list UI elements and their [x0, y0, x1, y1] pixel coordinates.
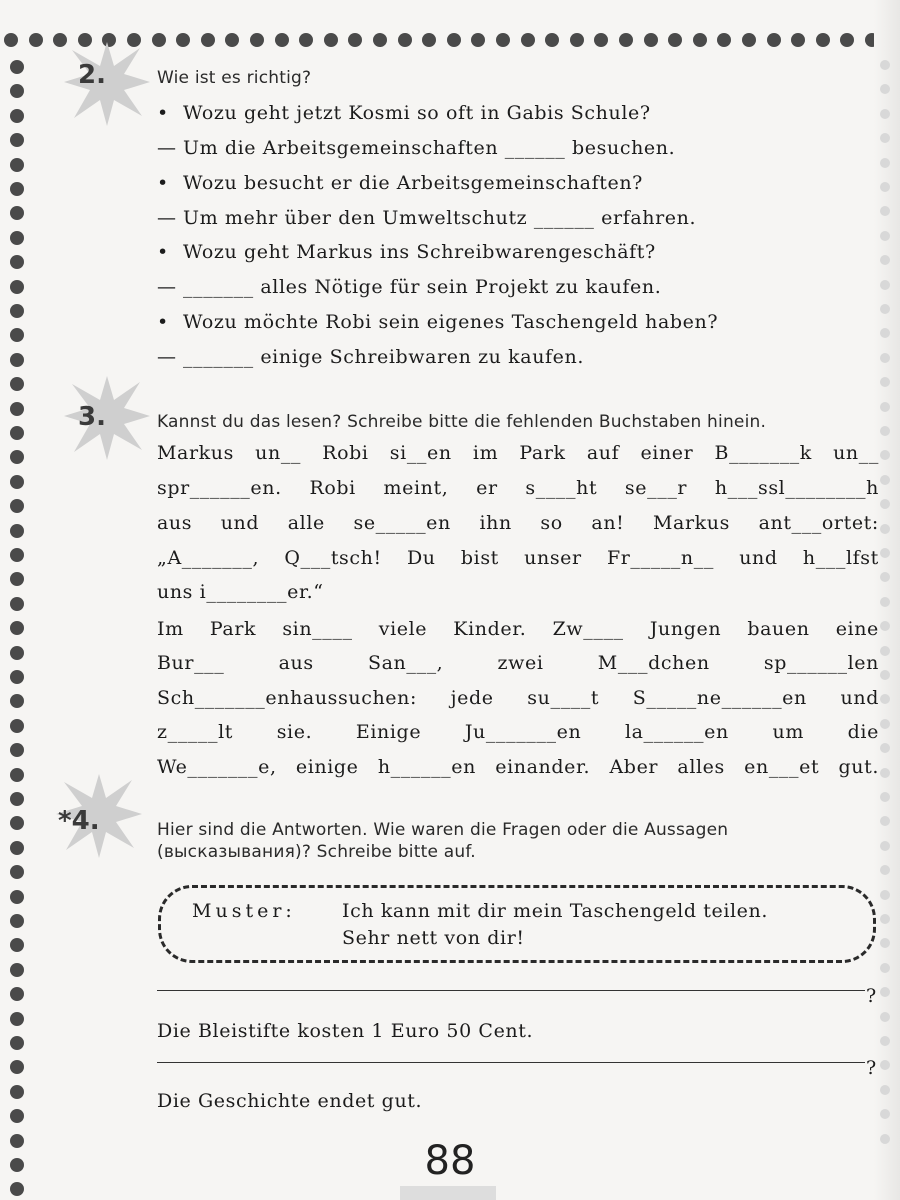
binding-hole — [471, 33, 485, 47]
faint-hole — [880, 841, 890, 851]
binding-hole — [10, 670, 24, 684]
faint-hole — [880, 548, 890, 558]
question-mark-1: ? — [866, 985, 877, 1007]
faint-hole — [880, 231, 890, 241]
task-2-line: • Wozu geht Markus ins Schreibwarengeschäft? — [157, 241, 656, 263]
binding-hole — [10, 987, 24, 1001]
binding-hole — [10, 792, 24, 806]
faint-hole — [880, 890, 890, 900]
binding-hole — [10, 353, 24, 367]
faint-hole — [880, 426, 890, 436]
muster-box — [158, 885, 876, 963]
binding-hole — [10, 1060, 24, 1074]
binding-hole — [10, 572, 24, 586]
binding-hole — [10, 206, 24, 220]
binding-hole — [10, 109, 24, 123]
binding-hole — [10, 548, 24, 562]
binding-hole — [10, 426, 24, 440]
task-3-line: aus und alle se_____en ihn so an! Markus ant___ortet: — [157, 512, 879, 534]
binding-hole — [10, 621, 24, 635]
binding-hole — [10, 768, 24, 782]
binding-hole — [10, 865, 24, 879]
faint-hole — [880, 109, 890, 119]
binding-hole — [10, 60, 24, 74]
faint-hole — [880, 475, 890, 485]
binding-hole — [10, 1109, 24, 1123]
binding-hole — [10, 499, 24, 513]
binding-hole — [29, 33, 43, 47]
binding-hole — [10, 280, 24, 294]
binding-hole — [348, 33, 362, 47]
faint-hole — [880, 743, 890, 753]
question-write-line-2[interactable] — [157, 1062, 865, 1063]
faint-hole — [880, 792, 890, 802]
faint-hole — [880, 987, 890, 997]
faint-hole — [880, 1085, 890, 1095]
binding-hole — [447, 33, 461, 47]
faint-hole — [880, 158, 890, 168]
binding-hole — [619, 33, 633, 47]
faint-hole — [880, 206, 890, 216]
binding-hole — [668, 33, 682, 47]
task-3-line: uns i________er.“ — [157, 581, 324, 603]
binding-hole — [10, 1182, 24, 1196]
binding-hole — [201, 33, 215, 47]
faint-hole — [880, 768, 890, 778]
binding-hole — [717, 33, 731, 47]
binding-hole — [10, 890, 24, 904]
task-2-splat-icon — [62, 38, 152, 128]
binding-hole — [10, 1012, 24, 1026]
faint-hole — [880, 524, 890, 534]
faint-hole — [880, 304, 890, 314]
faint-hole — [880, 694, 890, 704]
binding-hole — [545, 33, 559, 47]
muster-label: Muster: — [192, 900, 296, 922]
binding-hole — [10, 304, 24, 318]
binding-hole — [521, 33, 535, 47]
binding-hole — [10, 402, 24, 416]
task-3-number: 3. — [78, 402, 106, 432]
faint-hole — [880, 597, 890, 607]
faint-hole — [880, 353, 890, 363]
faint-hole — [880, 60, 890, 70]
binding-hole — [10, 963, 24, 977]
binding-hole — [373, 33, 387, 47]
binding-hole — [10, 719, 24, 733]
faint-hole — [880, 646, 890, 656]
page-number-tab — [400, 1186, 496, 1200]
faint-hole — [880, 865, 890, 875]
binding-hole — [10, 694, 24, 708]
binding-hole — [4, 33, 18, 47]
task-2-number: 2. — [78, 60, 106, 90]
faint-hole — [880, 133, 890, 143]
binding-hole — [225, 33, 239, 47]
binding-hole — [693, 33, 707, 47]
faint-holes-right — [878, 60, 892, 1160]
answer-text-1: Die Bleistifte kosten 1 Euro 50 Cent. — [157, 1020, 534, 1042]
task-2-line: — Um mehr über den Umweltschutz ______ erfahren. — [157, 207, 697, 229]
task-3-line: Im Park sin____ viele Kinder. Zw____ Jungen bauen eine — [157, 618, 879, 640]
binding-hole — [10, 914, 24, 928]
faint-hole — [880, 670, 890, 680]
task-3-line: Sch_______enhaussuchen: jede su____t S_____ne______en und — [157, 687, 879, 709]
faint-hole — [880, 1060, 890, 1070]
binding-hole — [840, 33, 854, 47]
faint-hole — [880, 621, 890, 631]
binding-hole — [10, 158, 24, 172]
muster-line-2: Sehr nett von dir! — [342, 927, 525, 949]
task-2-instruction: Wie ist es richtig? — [157, 68, 312, 88]
binding-hole — [10, 475, 24, 489]
binding-hole — [422, 33, 436, 47]
task-3-line: spr______en. Robi meint, er s____ht se___r h___ssl________h — [157, 477, 879, 499]
binding-hole — [10, 524, 24, 538]
binding-hole — [10, 231, 24, 245]
faint-hole — [880, 182, 890, 192]
task-3-instruction: Kannst du das lesen? Schreibe bitte die fehlenden Buchstaben hinein. — [157, 412, 767, 432]
binding-hole — [176, 33, 190, 47]
task-3-line: Markus un__ Robi si__en im Park auf einer B_______k un__ — [157, 442, 879, 464]
task-4-number: *4. — [58, 806, 100, 836]
faint-hole — [880, 84, 890, 94]
task-3-line: Bur___ aus San___, zwei M___dchen sp______len — [157, 652, 879, 674]
task-2-line: — _______ einige Schreibwaren zu kaufen. — [157, 346, 584, 368]
binding-hole — [10, 597, 24, 611]
task-3-line: We_______e, einige h______en einander. Aber alles en___et gut. — [157, 756, 879, 778]
task-2-line: — Um die Arbeitsgemeinschaften ______ besuchen. — [157, 137, 676, 159]
task-3-line: z_____lt sie. Einige Ju_______en la______en um die — [157, 721, 879, 743]
question-write-line-1[interactable] — [157, 990, 865, 991]
binding-hole — [816, 33, 830, 47]
faint-hole — [880, 938, 890, 948]
faint-hole — [880, 963, 890, 973]
binding-hole — [10, 841, 24, 855]
faint-hole — [880, 816, 890, 826]
binding-hole — [767, 33, 781, 47]
binding-hole — [570, 33, 584, 47]
muster-line-1: Ich kann mit dir mein Taschengeld teilen. — [342, 900, 768, 922]
binding-hole — [10, 1085, 24, 1099]
faint-hole — [880, 402, 890, 412]
binding-hole — [152, 33, 166, 47]
binding-hole — [10, 133, 24, 147]
binding-hole — [644, 33, 658, 47]
binding-hole — [10, 938, 24, 952]
faint-hole — [880, 1012, 890, 1022]
faint-hole — [880, 255, 890, 265]
binding-hole — [10, 1036, 24, 1050]
binding-hole — [275, 33, 289, 47]
binding-hole — [398, 33, 412, 47]
binding-hole — [594, 33, 608, 47]
faint-hole — [880, 572, 890, 582]
faint-hole — [880, 280, 890, 290]
binding-hole — [10, 255, 24, 269]
task-3-line: „A_______, Q___tsch! Du bist unser Fr_____n__ und h___lfst — [157, 547, 879, 569]
faint-hole — [880, 1109, 890, 1119]
answer-text-2: Die Geschichte endet gut. — [157, 1090, 423, 1112]
task-2-line: — _______ alles Nötige für sein Projekt zu kaufen. — [157, 276, 662, 298]
binding-hole — [10, 646, 24, 660]
question-mark-2: ? — [866, 1057, 877, 1079]
faint-hole — [880, 719, 890, 729]
binding-hole — [10, 450, 24, 464]
binding-hole — [496, 33, 510, 47]
binding-hole — [10, 816, 24, 830]
task-2-line: • Wozu geht jetzt Kosmi so oft in Gabis Schule? — [157, 102, 651, 124]
binding-holes-left — [0, 60, 30, 1200]
binding-hole — [10, 182, 24, 196]
faint-hole — [880, 914, 890, 924]
faint-hole — [880, 377, 890, 387]
task-4-instruction-line2: (высказывания)? Schreibe bitte auf. — [157, 842, 476, 862]
binding-hole — [299, 33, 313, 47]
binding-hole — [10, 328, 24, 342]
binding-hole — [10, 743, 24, 757]
binding-hole — [791, 33, 805, 47]
task-4-instruction-line1: Hier sind die Antworten. Wie waren die Fragen oder die Aussagen — [157, 820, 729, 840]
binding-hole — [742, 33, 756, 47]
faint-hole — [880, 1036, 890, 1046]
task-2-line: • Wozu möchte Robi sein eigenes Taschengeld haben? — [157, 311, 719, 333]
page-number: 88 — [424, 1138, 476, 1184]
task-3-splat-icon — [62, 372, 152, 462]
task-2-line: • Wozu besucht er die Arbeitsgemeinschaften? — [157, 172, 643, 194]
binding-hole — [250, 33, 264, 47]
faint-hole — [880, 499, 890, 509]
faint-hole — [880, 328, 890, 338]
faint-hole — [880, 450, 890, 460]
binding-hole — [324, 33, 338, 47]
binding-hole — [10, 84, 24, 98]
binding-hole — [10, 377, 24, 391]
